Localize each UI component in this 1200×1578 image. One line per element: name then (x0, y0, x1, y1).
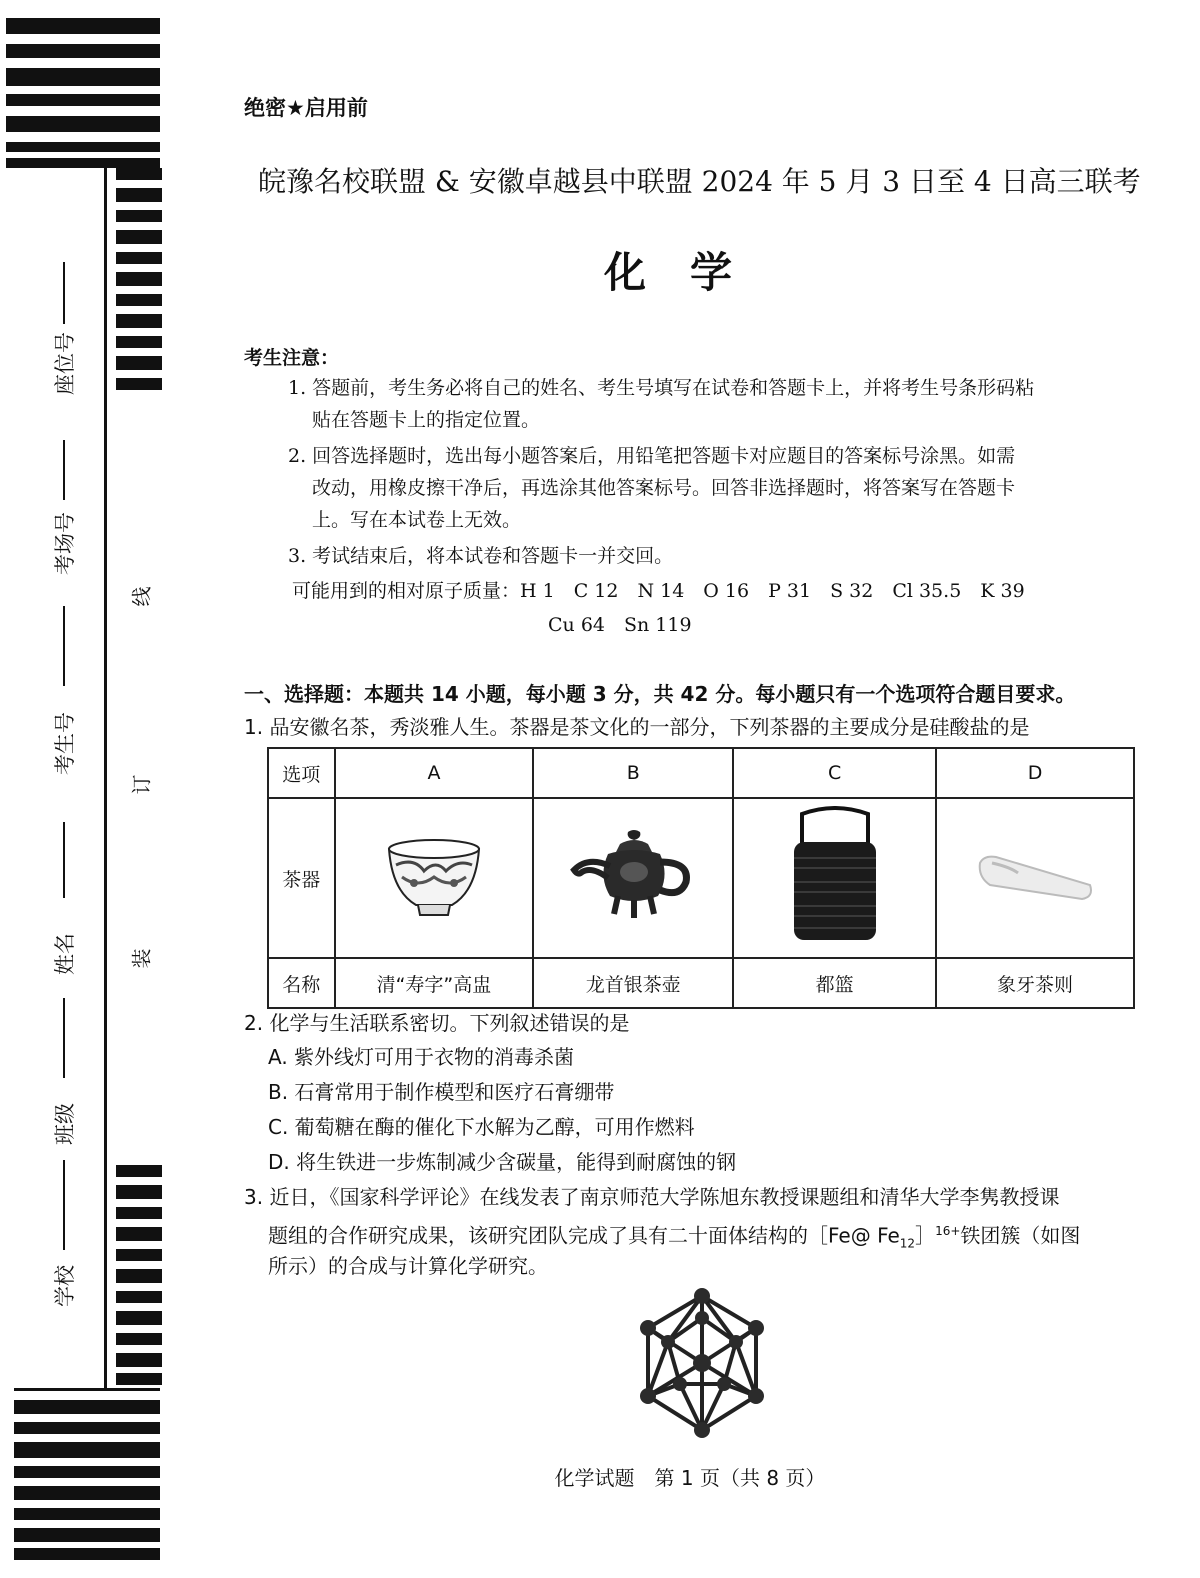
notice-item-1 (288, 372, 1136, 436)
notice-title: 考生注意： (244, 347, 340, 369)
question-3-line-1: 3. 近日，《国家科学评论》在线发表了南京师范大学陈旭东教授课题组和清华大学李隽教授课 (244, 1185, 1060, 1209)
notice-item-1-line-2: 贴在答题卡上的指定位置。 (312, 409, 541, 431)
q3-formula-bracket: ］ (915, 1223, 936, 1248)
option-d-image (936, 798, 1134, 958)
school-blank-line[interactable] (63, 1160, 65, 1250)
page-footer: 化学试题 第 1 页（共 8 页） (554, 1466, 826, 1490)
question-2-choice-b: B. 石膏常用于制作模型和医疗石膏绷带 (268, 1080, 615, 1104)
question-2-choice-c: C. 葡萄糖在酶的催化下水解为乙醇，可用作燃料 (268, 1115, 695, 1139)
atomic-masses-line-1: 可能用到的相对原子质量：H 1 C 12 N 14 O 16 P 31 S 32 Cl 35.5 K 39 (292, 580, 1025, 602)
q3-formula-text: 题组的合作研究成果，该研究团队完成了具有二十面体结构的［Fe@ Fe (268, 1223, 900, 1248)
sidebar-field-seat: 座位号 (53, 332, 77, 395)
q3-formula-subscript: 12 (899, 1236, 916, 1251)
q3-formula-charge: 16+ (935, 1224, 961, 1238)
notice-item-2-line-3: 上。写在本试卷上无效。 (312, 509, 522, 531)
row-header-option: 选项 (268, 748, 335, 798)
sidebar-field-class: 班级 (53, 1103, 77, 1145)
confidential-label: 绝密★启用前 (244, 96, 368, 120)
option-b-label: B (533, 748, 733, 798)
binding-mark-line: 线 (129, 586, 154, 607)
silver-teapot-icon (568, 826, 698, 926)
row-header-name: 名称 (268, 958, 335, 1008)
sidebar-field-name: 姓名 (53, 933, 77, 975)
question-2-stem: 2. 化学与生活联系密切。下列叙述错误的是 (244, 1011, 630, 1035)
atomic-masses-line-2: Cu 64 Sn 119 (548, 614, 692, 636)
examinee-blank-line[interactable] (63, 606, 65, 686)
option-b-name: 龙首银茶壶 (533, 958, 733, 1008)
option-a-name: 清“寿字”高盅 (335, 958, 534, 1008)
name-blank-line[interactable] (63, 822, 65, 898)
ivory-scoop-icon (970, 841, 1100, 911)
barcode-top (6, 18, 160, 168)
notice-item-1-line-1: 1. 答题前，考生务必将自己的姓名、考生号填写在试卷和答题卡上，并将考生号条形码粘 (288, 377, 1035, 399)
option-a-image (335, 798, 534, 958)
notice-item-3 (288, 540, 1136, 572)
option-d-label: D (936, 748, 1134, 798)
sidebar-field-school: 学校 (53, 1265, 77, 1307)
binding-bottom-line (14, 1388, 160, 1391)
option-c-name: 都篮 (733, 958, 936, 1008)
porcelain-cup-icon (384, 831, 484, 921)
binding-mark-order: 订 (129, 774, 154, 795)
question-2-choice-a: A. 紫外线灯可用于衣物的消毒杀菌 (268, 1045, 575, 1069)
notice-item-2-line-1: 2. 回答选择题时，选出每小题答案后，用铅笔把答题卡对应题目的答案标号涂黑。如需 (288, 445, 1016, 467)
binding-border-line (104, 168, 107, 1390)
question-3-line-3: 所示）的合成与计算化学研究。 (268, 1254, 548, 1278)
row-header-tea-set: 茶器 (268, 798, 335, 958)
sidebar-field-room: 考场号 (53, 512, 77, 575)
notice-item-2-line-2: 改动，用橡皮擦干净后，再选涂其他答案标号。回答非选择题时，将答案写在答题卡 (312, 477, 1016, 499)
option-a-label: A (335, 748, 534, 798)
option-c-image (733, 798, 936, 958)
notice-item-3-line-1: 3. 考试结束后，将本试卷和答题卡一并交回。 (288, 545, 674, 567)
subject-title: 化学 (603, 248, 776, 297)
option-d-name: 象牙茶则 (936, 958, 1134, 1008)
q3-line-2-end: 铁团簇（如图 (960, 1223, 1081, 1248)
notice-item-2 (288, 440, 1136, 536)
question-1-table (267, 747, 1135, 1009)
question-1-stem: 1. 品安徽名茶，秀淡雅人生。茶器是茶文化的一部分，下列茶器的主要成分是硅酸盐的是 (244, 715, 1030, 739)
binding-mark-bind: 装 (129, 948, 154, 969)
bamboo-basket-icon (780, 806, 890, 946)
sidebar-field-examinee: 考生号 (53, 712, 77, 775)
iron-cluster-icon (632, 1288, 772, 1438)
stripe-column-bottom (116, 1165, 162, 1390)
section-title: 一、选择题：本题共 14 小题，每小题 3 分，共 42 分。每小题只有一个选项符合题目要求。 (244, 682, 1076, 706)
room-blank-line[interactable] (63, 440, 65, 500)
exam-title: 皖豫名校联盟 & 安徽卓越县中联盟 2024 年 5 月 3 日至 4 日高三联考 (258, 165, 1141, 198)
class-blank-line[interactable] (63, 998, 65, 1078)
question-2-choice-d: D. 将生铁进一步炼制减少含碳量，能得到耐腐蚀的钢 (268, 1150, 737, 1174)
option-b-image (533, 798, 733, 958)
option-c-label: C (733, 748, 936, 798)
